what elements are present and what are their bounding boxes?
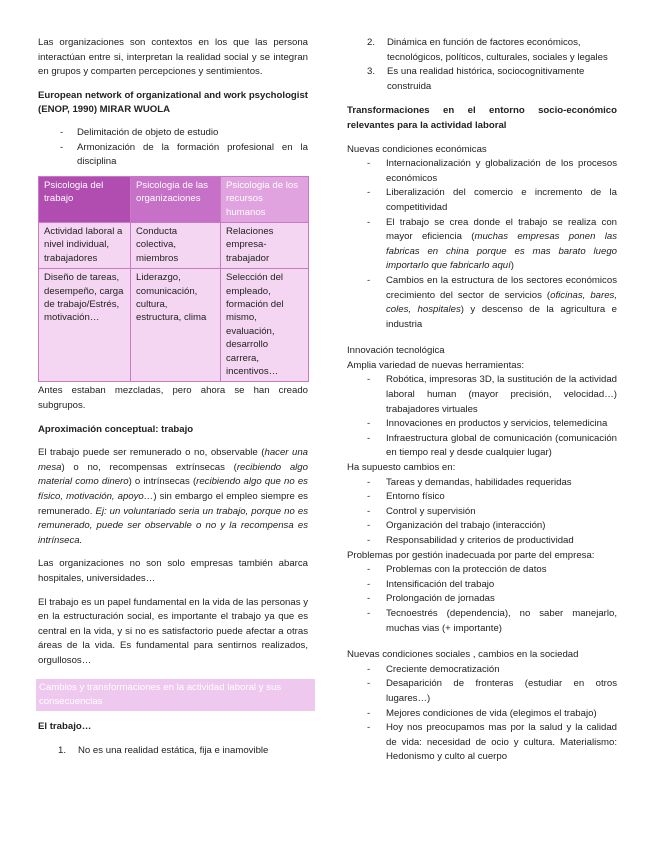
right-column bbox=[347, 36, 617, 765]
ncs-heading: Nuevas condiciones sociales , cambios en la sociedad bbox=[347, 649, 579, 661]
table-header-recursos-humanos: Psicologia de los recursos humanos bbox=[221, 176, 309, 222]
left-column bbox=[38, 36, 308, 759]
table-row bbox=[39, 269, 309, 382]
problemas-heading: Problemas por gestión inadecuada por parte del empresa: bbox=[347, 549, 595, 561]
list-item: - Organización del trabajo (interacción) bbox=[347, 519, 617, 534]
list-item: 2. Dinámica en función de factores económicos, tecnológicos, políticos, culturales, sociales y legales bbox=[367, 37, 608, 63]
table-cell: Actividad laboral a nivel individual, trabajadores bbox=[39, 222, 131, 268]
trabajo-heading: El trabajo… bbox=[38, 720, 92, 732]
innov-subheading: Amplia variedad de nuevas herramientas: bbox=[347, 359, 525, 371]
list-item: - El trabajo se crea donde el trabajo se realiza con mayor eficiencia (muchas empresas ponen las fabricas en china porque es mas barato luego importarlo que fabricarlo aquí) bbox=[347, 216, 617, 274]
transformaciones-heading: Transformaciones en el entorno socio-económico relevantes para la actividad laboral bbox=[347, 105, 617, 131]
table-header-trabajo: Psicologia del trabajo bbox=[39, 176, 131, 222]
nce-list bbox=[347, 157, 617, 332]
ncs-list bbox=[347, 663, 617, 765]
list-item: - Armonización de la formación profesional en la disciplina bbox=[38, 141, 308, 170]
nce-heading: Nuevas condiciones económicas bbox=[347, 143, 487, 155]
trabajo-list-continued bbox=[347, 36, 617, 94]
table-header-organizaciones: Psicologia de las organizaciones bbox=[131, 176, 221, 222]
table-row bbox=[39, 222, 309, 268]
list-item: - Internacionalización y globalización de los procesos económicos bbox=[347, 157, 617, 186]
list-item: - Problemas con la protección de datos bbox=[347, 563, 617, 578]
cambios-list bbox=[347, 476, 617, 549]
list-item: - Responsabilidad y criterios de productividad bbox=[347, 534, 617, 549]
trabajo-list bbox=[38, 744, 308, 759]
list-item: - Infraestructura global de comunicación (comunicación en tiempo real y desde cualquier lugar) bbox=[347, 432, 617, 461]
list-item: - Intensificación del trabajo bbox=[347, 578, 617, 593]
list-item: - Tecnoestrés (dependencia), no saber manejarlo, muchas vias (+ importante) bbox=[347, 607, 617, 636]
papel-paragraph: El trabajo es un papel fundamental en la vida de las personas y en la estructuración social, es importante el trabajo ya que es central en la vida, y si no es satisfactorio puede afectar a otras áreas de la vida. Es fundamental para sentirnos realizados, orgullosos… bbox=[38, 596, 308, 666]
list-item: - Mejores condiciones de vida (elegimos el trabajo) bbox=[347, 707, 617, 722]
list-item: - Desaparición de fronteras (estudiar en otros lugares…) bbox=[347, 677, 617, 706]
list-item: - Tareas y demandas, habilidades requeridas bbox=[347, 476, 617, 491]
list-item: - Control y supervisión bbox=[347, 505, 617, 520]
list-item: - Liberalización del comercio e incremento de la competitividad bbox=[347, 186, 617, 215]
enop-heading: European network of organizational and work psychologist (ENOP, 1990) MIRAR WUOLA bbox=[38, 89, 308, 116]
orgs-paragraph: Las organizaciones no son solo empresas también abarca hospitales, universidades… bbox=[38, 558, 308, 584]
list-item: 1. No es una realidad estática, fija e inamovible bbox=[58, 745, 269, 757]
table-cell: Selección del empleado, formación del mismo, evaluación, desarrollo carrera, incentivos… bbox=[221, 269, 309, 382]
aprox-heading: Aproximación conceptual: trabajo bbox=[38, 423, 194, 435]
problemas-list bbox=[347, 563, 617, 636]
list-item: - Cambios en la estructura de los sectores económicos crecimiento del sector de servicios (oficinas, bares, coles, hospitales) y descenso de la agricultura e industria bbox=[347, 274, 617, 332]
innov-list bbox=[347, 373, 617, 461]
list-item: - Delimitación de objeto de estudio bbox=[38, 126, 308, 141]
intro-paragraph: Las organizaciones son contextos en los que las persona interactúan entre si, interpretan la realidad social y se integran en grupos y comparten percepciones y sentimientos. bbox=[38, 37, 308, 78]
table-cell: Conducta colectiva, miembros bbox=[131, 222, 221, 268]
table-cell: Relaciones empresa-trabajador bbox=[221, 222, 309, 268]
psychology-table bbox=[38, 176, 309, 383]
list-item: - Innovaciones en productos y servicios, telemedicina bbox=[347, 417, 617, 432]
table-cell: Liderazgo, comunicación, cultura, estructura, clima bbox=[131, 269, 221, 382]
innov-heading: Innovación tecnológica bbox=[347, 345, 445, 357]
enop-list bbox=[38, 126, 308, 170]
list-item: - Hoy nos preocupamos mas por la salud y la calidad de vida: necesidad de ocio y cultura. Materialismo: Hedonismo y culto al cuerpo bbox=[347, 721, 617, 765]
list-item: - Prolongación de jornadas bbox=[347, 592, 617, 607]
after-table-text: Antes estaban mezcladas, pero ahora se han creado subgrupos. bbox=[38, 385, 308, 412]
aprox-paragraph: El trabajo puede ser remunerado o no, observable (hacer una mesa) o no, recompensas extrínsecas (recibiendo algo material como dinero) o intrínsecas (recibiendo algo que no es físico, motivación, apoyo…) sin embargo el empleo siempre es remunerado. Ej: un voluntariado seria un trabajo, porque no es remunerado, puede ser observable o no y la recompensa es intrínseca. bbox=[38, 447, 308, 546]
list-item: - Entorno físico bbox=[347, 490, 617, 505]
list-item: - Creciente democratización bbox=[347, 663, 617, 678]
list-item: - Robótica, impresoras 3D, la sustitución de la actividad laboral human (mayor precisión, velocidad…) trabajadores virtuales bbox=[347, 373, 617, 417]
list-item: 3. Es una realidad histórica, sociocognitivamente construida bbox=[367, 66, 585, 92]
cambios-heading: Ha supuesto cambios en: bbox=[347, 462, 456, 474]
section-band: Cambios y transformaciones en la actividad laboral y sus consecuencias bbox=[36, 679, 315, 711]
table-cell: Diseño de tareas, desempeño, carga de trabajo/Estrés, motivación… bbox=[39, 269, 131, 382]
